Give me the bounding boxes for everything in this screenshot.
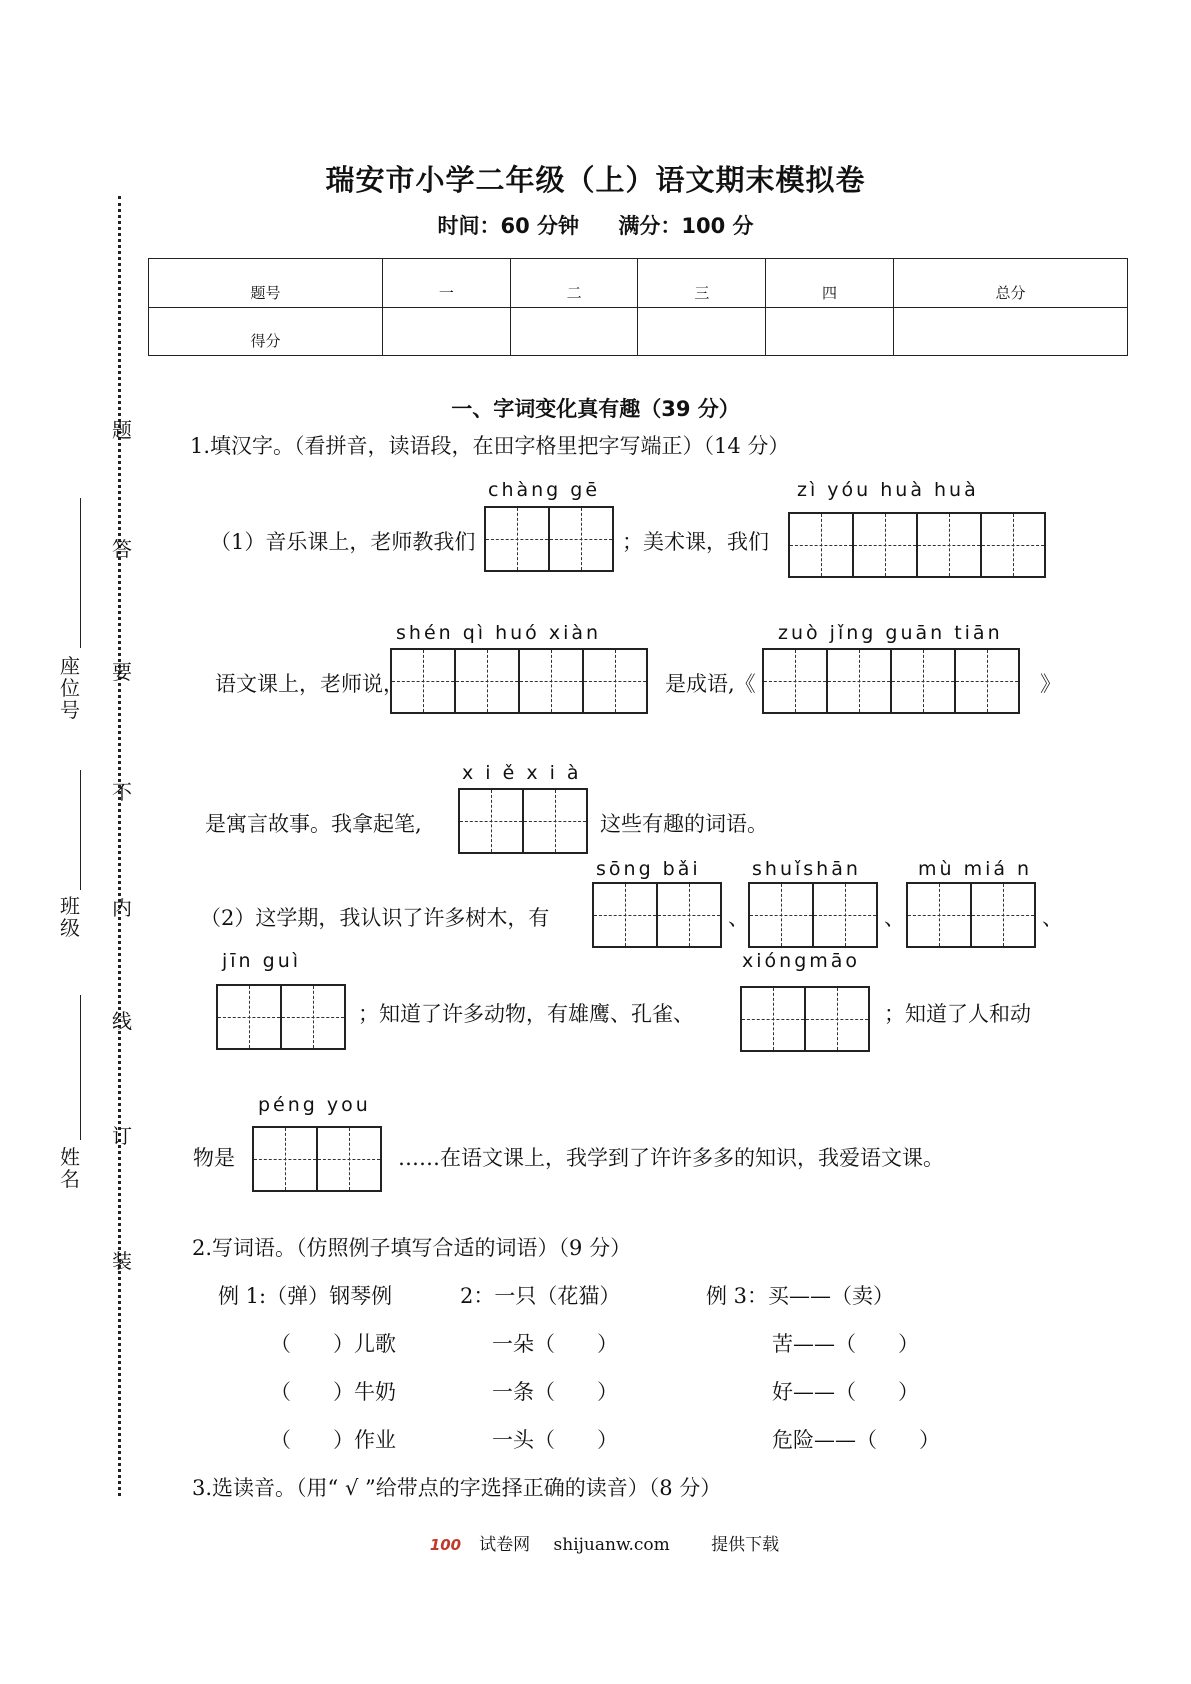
- section-title: 一、字词变化真有趣（39 分）: [451, 397, 740, 421]
- tianzige-cell[interactable]: [954, 648, 1020, 714]
- table-cell: 四: [766, 259, 894, 308]
- seal-char: 要: [112, 660, 132, 684]
- example-text: 例 1:（弹）钢琴例: [218, 1284, 393, 1308]
- tianzige-cell[interactable]: [852, 512, 918, 578]
- binding-dotted-line: [118, 196, 121, 1496]
- pinyin: xióngmāo: [742, 950, 861, 972]
- tianzige-cell[interactable]: [804, 986, 870, 1052]
- exam-time: 时间：60 分钟: [437, 214, 580, 238]
- tianzige-grid[interactable]: [592, 882, 722, 948]
- fill-blank[interactable]: （ ）牛奶: [270, 1380, 396, 1404]
- question-title: 1.填汉字。（看拼音，读语段，在田字格里把字写端正）（14 分）: [190, 434, 790, 458]
- tianzige-grid[interactable]: [906, 882, 1036, 948]
- tianzige-cell[interactable]: [216, 984, 282, 1050]
- tianzige-cell[interactable]: [812, 882, 878, 948]
- paragraph-text: （1）音乐课上，老师教我们: [210, 530, 476, 554]
- fill-blank[interactable]: 苦——（ ）: [772, 1332, 919, 1356]
- tianzige-cell[interactable]: [316, 1126, 382, 1192]
- tianzige-cell[interactable]: [454, 648, 520, 714]
- pinyin: zì yóu huà huà: [797, 479, 979, 501]
- fill-blank[interactable]: 危险——（ ）: [772, 1428, 940, 1452]
- paragraph-text: ；美术课，我们: [622, 530, 769, 554]
- score-table-header-row: [149, 259, 1128, 308]
- tianzige-cell[interactable]: [826, 648, 892, 714]
- exam-full-score: 满分：100 分: [618, 214, 754, 238]
- exam-info: [0, 210, 1191, 240]
- paragraph-text: 这些有趣的词语。: [600, 812, 768, 836]
- separator-text: 、: [728, 906, 749, 930]
- paragraph-text: ；知道了许多动物，有雄鹰、孔雀、: [358, 1002, 694, 1026]
- pinyin: chàng gē: [488, 479, 601, 501]
- paragraph-text: 语文课上，老师说，: [215, 672, 404, 696]
- seal-char: 内: [112, 896, 132, 920]
- tianzige-cell[interactable]: [890, 648, 956, 714]
- score-input-cell[interactable]: [766, 307, 894, 356]
- seal-char: 装: [112, 1249, 132, 1273]
- pinyin: shén qì huó xiàn: [396, 622, 602, 644]
- table-cell: 一: [383, 259, 511, 308]
- pinyin: jīn guì: [222, 950, 302, 972]
- paragraph-text: 》: [1040, 672, 1061, 696]
- name-field-label: 姓 名: [60, 1145, 80, 1191]
- class-field-line[interactable]: [80, 770, 81, 890]
- footer: [0, 1530, 1191, 1555]
- tianzige-cell[interactable]: [748, 882, 814, 948]
- fill-blank[interactable]: （ ）儿歌: [270, 1332, 396, 1356]
- pinyin: mù miá n: [918, 858, 1033, 880]
- paragraph-text: （2）这学期，我认识了许多树木，有: [200, 906, 550, 930]
- tianzige-grid[interactable]: [390, 648, 648, 714]
- table-cell: 三: [638, 259, 766, 308]
- tianzige-grid[interactable]: [762, 648, 1020, 714]
- question-title: 2.写词语。（仿照例子填写合适的词语）（9 分）: [192, 1236, 632, 1260]
- tianzige-cell[interactable]: [458, 788, 524, 854]
- tianzige-cell[interactable]: [522, 788, 588, 854]
- paragraph-text: 物是: [193, 1146, 235, 1170]
- pinyin: zuò jǐng guān tiān: [778, 622, 1003, 644]
- pinyin: sōng bǎi: [596, 858, 701, 880]
- tianzige-grid[interactable]: [748, 882, 878, 948]
- tianzige-grid[interactable]: [484, 506, 614, 572]
- site-url[interactable]: shijuanw.com: [553, 1535, 670, 1555]
- fill-blank[interactable]: 一条（ ）: [492, 1380, 618, 1404]
- tianzige-cell[interactable]: [592, 882, 658, 948]
- tianzige-cell[interactable]: [390, 648, 456, 714]
- site-logo-icon: 100: [429, 1536, 462, 1554]
- pinyin: shuǐshān: [752, 858, 861, 880]
- tianzige-cell[interactable]: [252, 1126, 318, 1192]
- footer-note: 提供下载: [711, 1535, 780, 1555]
- tianzige-grid[interactable]: [252, 1126, 382, 1192]
- example-text: 2：一只（花猫）: [460, 1284, 621, 1308]
- class-field-label: 班 级: [60, 894, 80, 940]
- paragraph-text: 是寓言故事。我拿起笔,: [205, 812, 422, 836]
- fill-blank[interactable]: 好——（ ）: [772, 1380, 919, 1404]
- score-input-cell[interactable]: [510, 307, 638, 356]
- separator-text: 、: [1042, 906, 1063, 930]
- question-title: 3.选读音。（用“ √ ”给带点的字选择正确的读音）（8 分）: [192, 1476, 722, 1500]
- table-cell: 总分: [893, 259, 1127, 308]
- paragraph-text: 是成语,《: [665, 672, 756, 696]
- paragraph-text: ；知道了人和动: [884, 1002, 1031, 1026]
- tianzige-grid[interactable]: [740, 986, 870, 1052]
- tianzige-cell[interactable]: [970, 882, 1036, 948]
- tianzige-cell[interactable]: [906, 882, 972, 948]
- tianzige-cell[interactable]: [656, 882, 722, 948]
- tianzige-cell[interactable]: [548, 506, 614, 572]
- table-cell: 题号: [149, 259, 383, 308]
- seal-char: 答: [112, 537, 132, 561]
- fill-blank[interactable]: （ ）作业: [270, 1428, 396, 1452]
- tianzige-cell[interactable]: [518, 648, 584, 714]
- tianzige-grid[interactable]: [458, 788, 588, 854]
- name-field-line[interactable]: [80, 995, 81, 1140]
- score-input-cell[interactable]: [638, 307, 766, 356]
- seal-char: 线: [112, 1009, 132, 1033]
- score-input-cell[interactable]: [383, 307, 511, 356]
- paragraph-text: ……在语文课上，我学到了许许多多的知识，我爱语文课。: [398, 1146, 944, 1170]
- tianzige-cell[interactable]: [280, 984, 346, 1050]
- score-input-cell[interactable]: [893, 307, 1127, 356]
- tianzige-cell[interactable]: [762, 648, 828, 714]
- tianzige-cell[interactable]: [916, 512, 982, 578]
- tianzige-grid[interactable]: [216, 984, 346, 1050]
- separator-text: 、: [884, 906, 905, 930]
- tianzige-cell[interactable]: [788, 512, 854, 578]
- fill-blank[interactable]: 一朵（ ）: [492, 1332, 618, 1356]
- site-name: 试卷网: [479, 1535, 531, 1555]
- seat-field-line[interactable]: [80, 498, 81, 648]
- seal-char: 订: [112, 1124, 132, 1148]
- fill-blank[interactable]: 一头（ ）: [492, 1428, 618, 1452]
- tianzige-grid[interactable]: [788, 512, 1046, 578]
- pinyin: x i ě x i à: [462, 762, 582, 784]
- seal-char: 不: [112, 780, 132, 804]
- tianzige-cell[interactable]: [740, 986, 806, 1052]
- seal-char: 题: [112, 418, 132, 442]
- page-title: 瑞安市小学二年级（上）语文期末模拟卷: [325, 163, 866, 197]
- tianzige-cell[interactable]: [484, 506, 550, 572]
- seat-field-label: 座 位 号: [60, 654, 80, 722]
- table-cell: 二: [510, 259, 638, 308]
- score-table: [148, 258, 1128, 356]
- tianzige-cell[interactable]: [582, 648, 648, 714]
- pinyin: péng you: [258, 1094, 371, 1116]
- example-text: 例 3：买——（卖）: [706, 1284, 895, 1308]
- table-cell: 得分: [149, 307, 383, 356]
- score-table-score-row: [149, 307, 1128, 356]
- tianzige-cell[interactable]: [980, 512, 1046, 578]
